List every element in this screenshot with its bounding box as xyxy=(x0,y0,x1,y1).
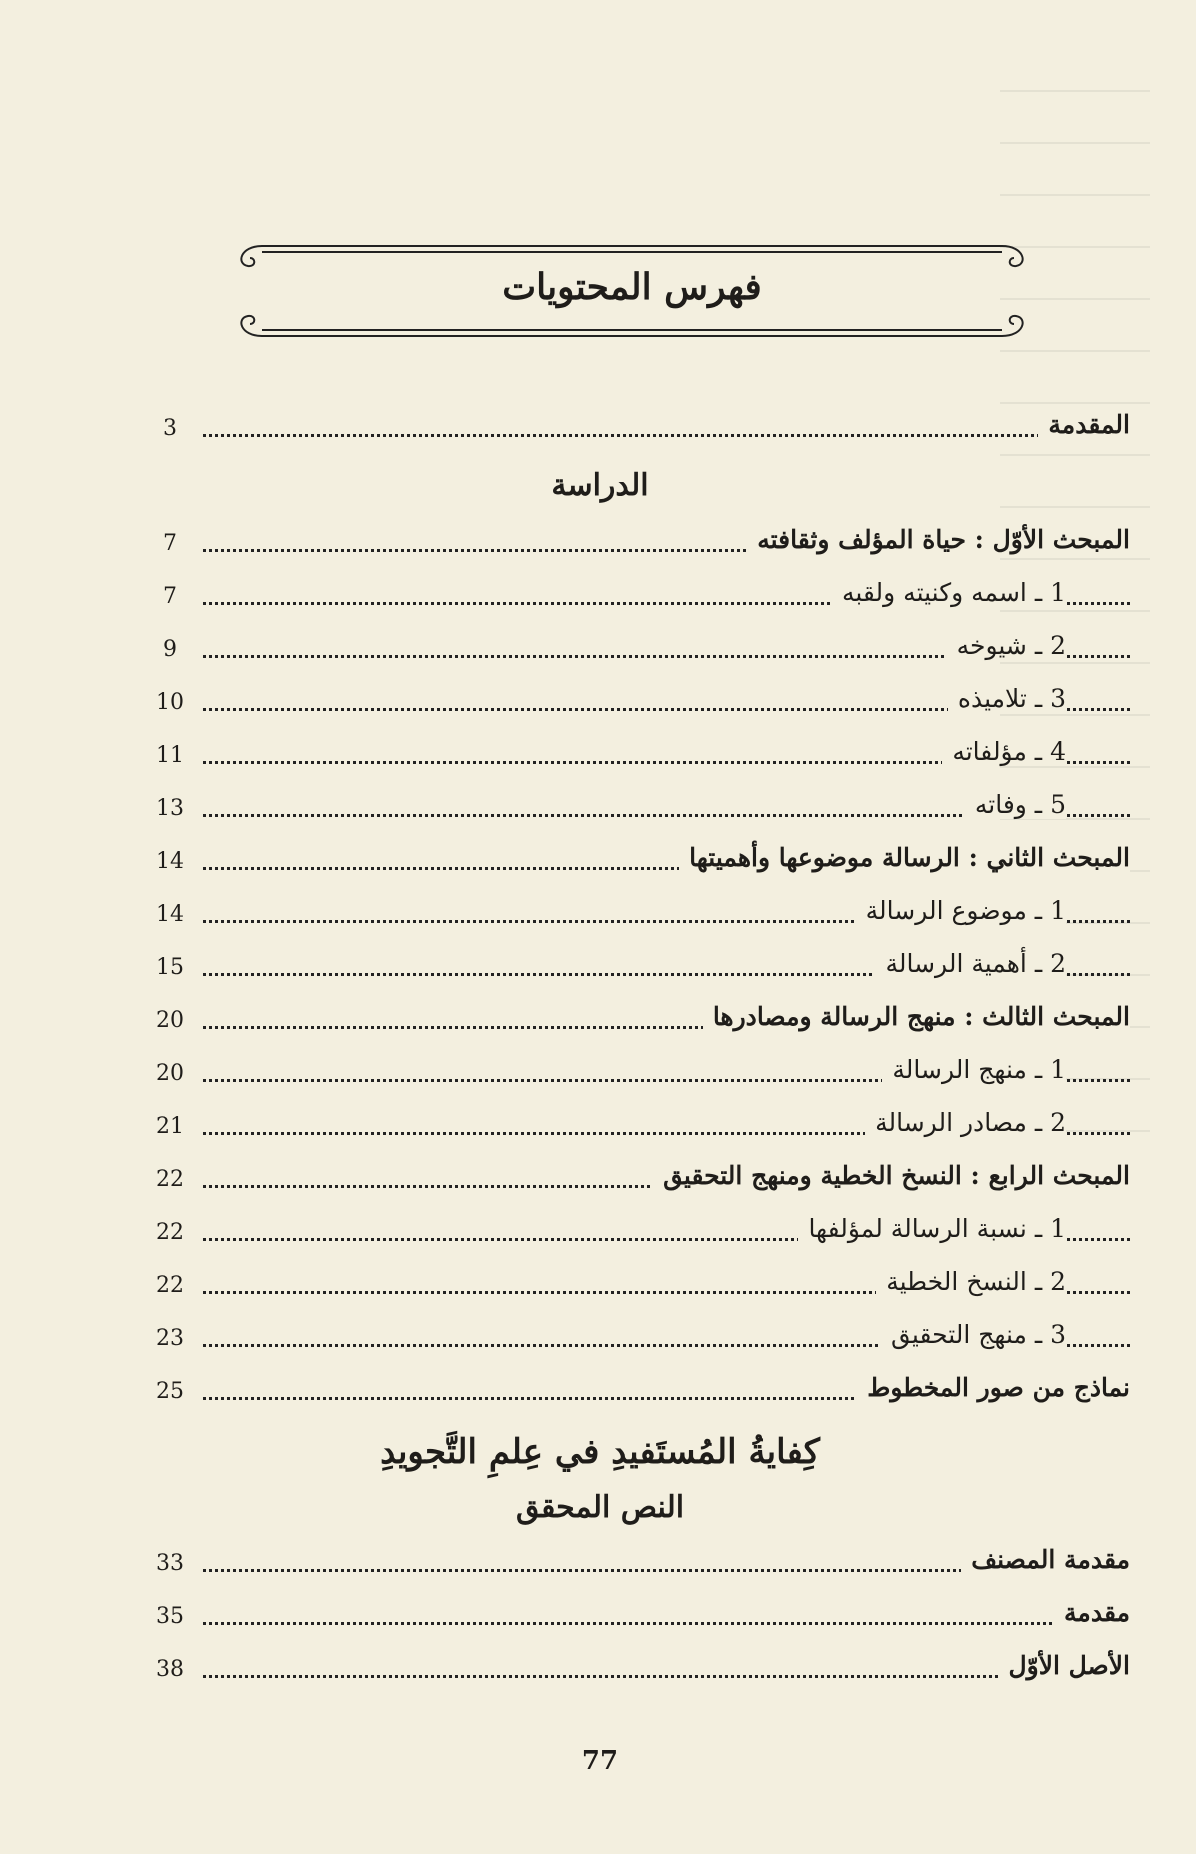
book-title-heading: كِفايةُ المُستَفيدِ في عِلمِ التَّجويدِ xyxy=(380,1432,820,1472)
toc-title: فهرس المحتويات xyxy=(502,266,762,308)
toc-entry xyxy=(140,1267,1130,1307)
toc-page-number: 20 xyxy=(156,1061,184,1086)
toc-entry-label: المبحث الثاني : الرسالة موضوعها وأهميتها xyxy=(679,843,1130,872)
toc-entry xyxy=(140,737,1130,777)
toc-page-number: 25 xyxy=(156,1379,184,1404)
toc-entry-label: 5 ـ وفاته xyxy=(965,790,1066,819)
toc-entry xyxy=(140,410,1130,450)
toc-entry xyxy=(140,631,1130,671)
toc-page-number: 23 xyxy=(156,1326,184,1351)
toc-page-number: 22 xyxy=(156,1220,184,1245)
toc-entry xyxy=(140,949,1130,989)
toc-page-number: 22 xyxy=(156,1167,184,1192)
toc-page-number: 7 xyxy=(163,584,177,609)
toc-page-number: 3 xyxy=(163,416,177,441)
toc-page-number: 10 xyxy=(156,690,184,715)
toc-entry-label: مقدمة xyxy=(1054,1598,1130,1627)
toc-entry xyxy=(140,1161,1130,1201)
toc-entry-label: المقدمة xyxy=(1038,410,1130,439)
toc-page-number: 14 xyxy=(156,849,184,874)
toc-entry-label: المبحث الرابع : النسخ الخطية ومنهج التحقيق xyxy=(653,1161,1130,1190)
toc-entry-label: 2 ـ مصادر الرسالة xyxy=(865,1108,1066,1137)
toc-entry-label: 1 ـ نسبة الرسالة لمؤلفها xyxy=(798,1214,1066,1243)
dot-leader xyxy=(203,1622,1130,1625)
toc-entry xyxy=(140,1545,1130,1585)
toc-entry-label: نماذج من صور المخطوط xyxy=(857,1373,1130,1402)
toc-entry xyxy=(140,525,1130,565)
toc-page-number: 33 xyxy=(156,1551,184,1576)
edited-text-heading: النص المحقق xyxy=(515,1490,685,1525)
toc-entry-label: 3 ـ تلاميذه xyxy=(948,684,1066,713)
toc-entry-label: الأصل الأوّل xyxy=(998,1651,1130,1680)
toc-page-number: 15 xyxy=(156,955,184,980)
toc-entry-label: 2 ـ أهمية الرسالة xyxy=(875,949,1066,978)
toc-entry xyxy=(140,1651,1130,1691)
toc-page-number: 11 xyxy=(156,743,184,768)
toc-entry xyxy=(140,1214,1130,1254)
toc-entry xyxy=(140,1055,1130,1095)
page-number: 77 xyxy=(581,1746,619,1776)
toc-entry xyxy=(140,1002,1130,1042)
toc-entry-label: 2 ـ النسخ الخطية xyxy=(876,1267,1066,1296)
toc-header xyxy=(232,236,1032,346)
toc-entry xyxy=(140,578,1130,618)
toc-entry xyxy=(140,896,1130,936)
dot-leader xyxy=(203,434,1130,437)
toc-entry-label: 1 ـ منهج الرسالة xyxy=(882,1055,1066,1084)
toc-entry-label: 1 ـ موضوع الرسالة xyxy=(856,896,1066,925)
toc-entry-label: 1 ـ اسمه وكنيته ولقبه xyxy=(832,578,1066,607)
toc-entry xyxy=(140,1598,1130,1638)
dot-leader xyxy=(203,1675,1130,1678)
section-heading-study: الدراسة xyxy=(551,468,649,503)
toc-page-number: 21 xyxy=(156,1114,184,1139)
toc-page-number: 20 xyxy=(156,1008,184,1033)
toc-entry-label: 2 ـ شيوخه xyxy=(947,631,1066,660)
toc-entry xyxy=(140,1108,1130,1148)
toc-entry-label: المبحث الثالث : منهج الرسالة ومصادرها xyxy=(703,1002,1130,1031)
toc-entry xyxy=(140,1373,1130,1413)
toc-page-number: 35 xyxy=(156,1604,184,1629)
toc-page-number: 7 xyxy=(163,531,177,556)
toc-entry xyxy=(140,843,1130,883)
toc-entry xyxy=(140,1320,1130,1360)
toc-entry xyxy=(140,684,1130,724)
toc-page-number: 38 xyxy=(156,1657,184,1682)
toc-page-number: 14 xyxy=(156,902,184,927)
toc-entry-label: المبحث الأوّل : حياة المؤلف وثقافته xyxy=(747,525,1130,554)
toc-page-number: 9 xyxy=(163,637,177,662)
toc-page-number: 22 xyxy=(156,1273,184,1298)
toc-entry-label: 3 ـ منهج التحقيق xyxy=(881,1320,1066,1349)
toc-entry xyxy=(140,790,1130,830)
toc-entry-label: 4 ـ مؤلفاته xyxy=(942,737,1066,766)
toc-page-number: 13 xyxy=(156,796,184,821)
toc-entry-label: مقدمة المصنف xyxy=(961,1545,1130,1574)
